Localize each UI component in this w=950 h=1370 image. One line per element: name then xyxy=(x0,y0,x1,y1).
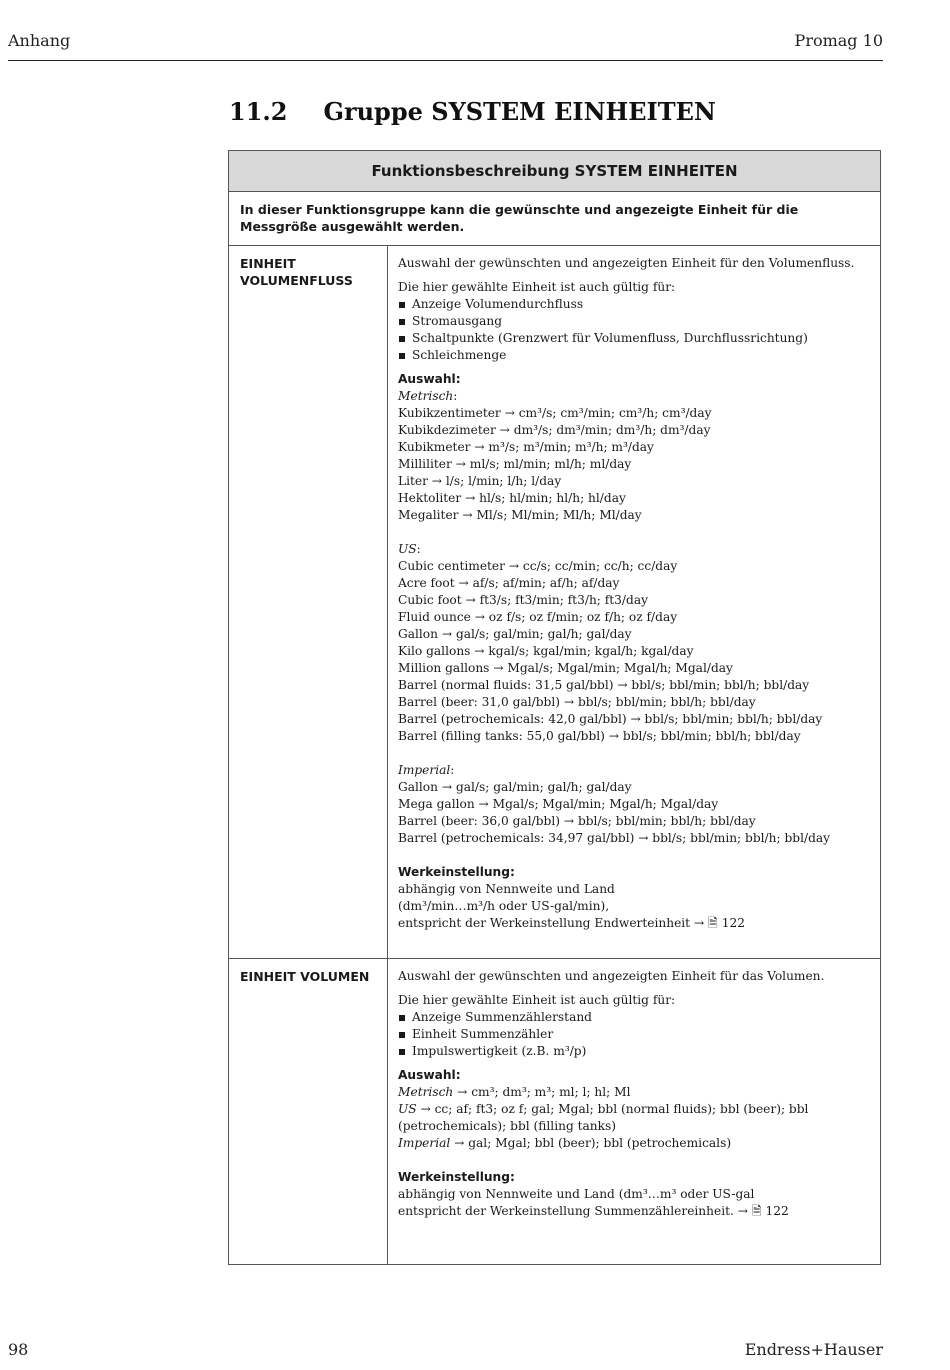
list-item: Stromausgang xyxy=(398,313,870,330)
section-number: 11.2 xyxy=(229,97,288,126)
section-title: Gruppe SYSTEM EINHEITEN xyxy=(323,97,716,126)
default-title: Werkeinstellung: xyxy=(398,865,515,879)
running-header-left: Anhang xyxy=(8,31,71,50)
list-item: Megaliter → Ml/s; Ml/min; Ml/h; Ml/day xyxy=(398,508,642,522)
selection-title: Auswahl: xyxy=(398,1068,461,1082)
selection-title: Auswahl: xyxy=(398,372,461,386)
page-number: 98 xyxy=(8,1340,29,1359)
table-row-volumen xyxy=(229,959,881,1265)
table-title: Funktionsbeschreibung SYSTEM EINHEITEN xyxy=(229,151,881,192)
brand-name: Endress+Hauser xyxy=(744,1340,883,1359)
list-item: Hektoliter → hl/s; hl/min; hl/h; hl/day xyxy=(398,491,626,505)
list-item: Kubikdezimeter → dm³/s; dm³/min; dm³/h; dm³/day xyxy=(398,423,711,437)
list-item: Milliliter → ml/s; ml/min; ml/h; ml/day xyxy=(398,457,632,471)
row-label-volumen: EINHEIT VOLUMEN xyxy=(229,959,388,1265)
list-item: Kubikzentimeter → cm³/s; cm³/min; cm³/h; cm³/day xyxy=(398,406,712,420)
list-item: Million gallons → Mgal/s; Mgal/min; Mgal/h; Mgal/day xyxy=(398,661,733,675)
list-item: Barrel (filling tanks: 55,0 gal/bbl) → bbl/s; bbl/min; bbl/h; bbl/day xyxy=(398,729,801,743)
list-item: Barrel (beer: 36,0 gal/bbl) → bbl/s; bbl/min; bbl/h; bbl/day xyxy=(398,814,756,828)
header-rule xyxy=(8,60,883,61)
section-heading xyxy=(229,97,716,126)
default-line: (dm³/min…m³/h oder US-gal/min), xyxy=(398,899,610,913)
list-item: Barrel (beer: 31,0 gal/bbl) → bbl/s; bbl/min; bbl/h; bbl/day xyxy=(398,695,756,709)
imperial-option: Imperial → gal; Mgal; bbl (beer); bbl (petrochemicals) xyxy=(398,1136,732,1150)
list-item: Liter → l/s; l/min; l/h; l/day xyxy=(398,474,562,488)
metric-heading: Metrisch: xyxy=(398,389,458,403)
function-table xyxy=(228,150,881,1265)
list-item: Cubic foot → ft3/s; ft3/min; ft3/h; ft3/day xyxy=(398,593,648,607)
imperial-heading: Imperial: xyxy=(398,763,455,777)
default-line: entspricht der Werkeinstellung Summenzählereinheit. → 🗎 122 xyxy=(398,1204,789,1218)
description-text: Auswahl der gewünschten und angezeigten Einheit für den Volumenfluss. xyxy=(398,256,855,270)
running-header-right: Promag 10 xyxy=(794,31,883,50)
list-item: Acre foot → af/s; af/min; af/h; af/day xyxy=(398,576,620,590)
default-line: abhängig von Nennweite und Land xyxy=(398,882,615,896)
default-line: abhängig von Nennweite und Land (dm³…m³ oder US-gal xyxy=(398,1187,755,1201)
us-option: US → cc; af; ft3; oz f; gal; Mgal; bbl (normal fluids); bbl (beer); bbl (petrochemicals); bbl (filling tanks) xyxy=(398,1102,809,1133)
list-item: Gallon → gal/s; gal/min; gal/h; gal/day xyxy=(398,627,632,641)
list-item: Schleichmenge xyxy=(398,347,870,364)
default-title: Werkeinstellung: xyxy=(398,1170,515,1184)
list-item: Einheit Summenzähler xyxy=(398,1026,870,1043)
row-description-volumen xyxy=(388,959,881,1265)
list-item: Schaltpunkte (Grenzwert für Volumenfluss, Durchflussrichtung) xyxy=(398,330,870,347)
row-label-volumenfluss: EINHEIT VOLUMENFLUSS xyxy=(229,246,388,959)
us-heading: US: xyxy=(398,542,421,556)
list-item: Mega gallon → Mgal/s; Mgal/min; Mgal/h; Mgal/day xyxy=(398,797,719,811)
list-item: Kilo gallons → kgal/s; kgal/min; kgal/h; kgal/day xyxy=(398,644,694,658)
list-item: Cubic centimeter → cc/s; cc/min; cc/h; cc/day xyxy=(398,559,678,573)
valid-for-list xyxy=(398,296,870,364)
list-item: Barrel (petrochemicals: 34,97 gal/bbl) → bbl/s; bbl/min; bbl/h; bbl/day xyxy=(398,831,831,845)
list-item: Anzeige Summenzählerstand xyxy=(398,1009,870,1026)
list-item: Gallon → gal/s; gal/min; gal/h; gal/day xyxy=(398,780,632,794)
row-description-volumenfluss xyxy=(388,246,881,959)
list-item: Impulswertigkeit (z.B. m³/p) xyxy=(398,1043,870,1060)
valid-for-title: Die hier gewählte Einheit ist auch gültig für: xyxy=(398,993,676,1007)
list-item: Barrel (petrochemicals: 42,0 gal/bbl) → bbl/s; bbl/min; bbl/h; bbl/day xyxy=(398,712,823,726)
default-line: entspricht der Werkeinstellung Endwerteinheit → 🗎 122 xyxy=(398,916,745,930)
table-row-volumenfluss xyxy=(229,246,881,959)
valid-for-list xyxy=(398,1009,870,1060)
description-text: Auswahl der gewünschten und angezeigten Einheit für das Volumen. xyxy=(398,969,825,983)
list-item: Barrel (normal fluids: 31,5 gal/bbl) → bbl/s; bbl/min; bbl/h; bbl/day xyxy=(398,678,810,692)
list-item: Anzeige Volumendurchfluss xyxy=(398,296,870,313)
metric-option: Metrisch → cm³; dm³; m³; ml; l; hl; Ml xyxy=(398,1085,631,1099)
valid-for-title: Die hier gewählte Einheit ist auch gültig für: xyxy=(398,280,676,294)
list-item: Kubikmeter → m³/s; m³/min; m³/h; m³/day xyxy=(398,440,654,454)
list-item: Fluid ounce → oz f/s; oz f/min; oz f/h; oz f/day xyxy=(398,610,678,624)
table-intro: In dieser Funktionsgruppe kann die gewünschte und angezeigte Einheit für die Messgröße ausgewählt werden. xyxy=(229,192,881,246)
